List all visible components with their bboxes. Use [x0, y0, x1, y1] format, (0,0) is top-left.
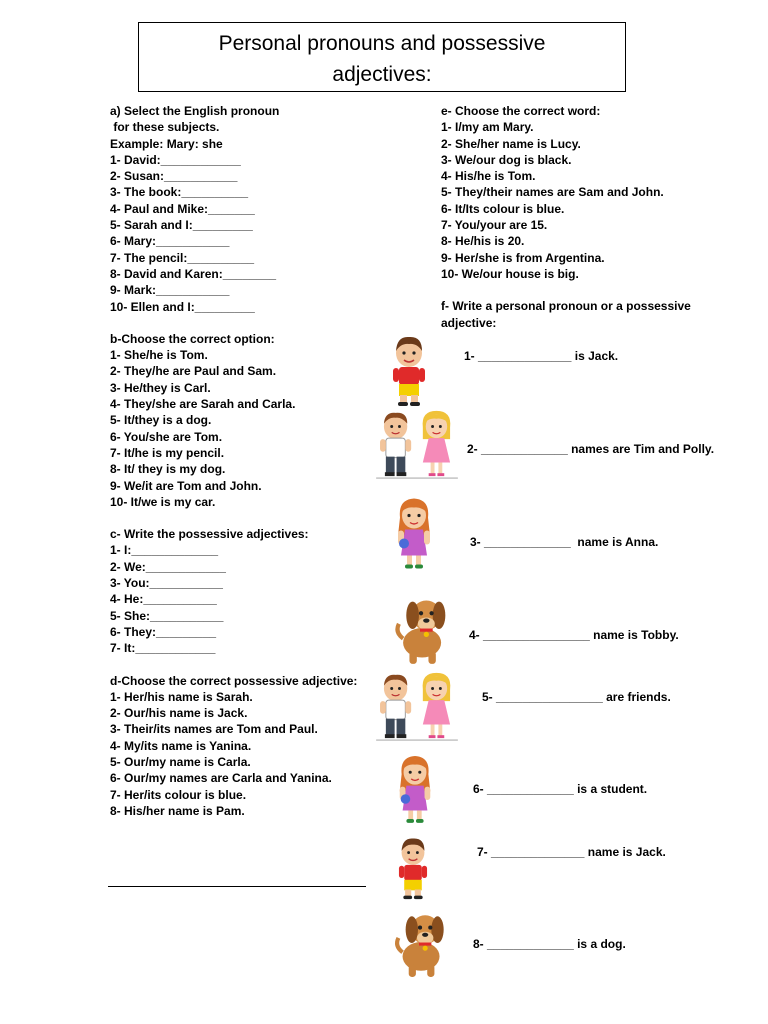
- list-item: 5- It/they is a dog.: [110, 413, 212, 428]
- list-item: 9- Mark:___________: [110, 283, 230, 298]
- section-b-heading: b-Choose the correct option:: [110, 331, 275, 346]
- list-item: 1- ______________ is Jack.: [464, 349, 619, 363]
- list-item: 2- They/he are Paul and Sam.: [110, 364, 277, 379]
- list-item: 4- His/he is Tom.: [441, 169, 536, 184]
- title-line-1: Personal pronouns and possessive: [218, 32, 546, 55]
- list-item: 2- Susan:___________: [110, 169, 238, 184]
- girl-picture: [394, 750, 436, 827]
- list-item: 6- _____________ is a student.: [473, 782, 648, 796]
- section-a-heading: a) Select the English pronoun: [110, 104, 280, 118]
- list-item: 3- You:___________: [110, 576, 223, 591]
- list-item: 5- Sarah and I:_________: [110, 218, 253, 233]
- list-item: 10- We/our house is big.: [441, 266, 579, 281]
- list-item: 5- They/their names are Sam and John.: [441, 185, 664, 200]
- list-item: 7- It:____________: [110, 641, 216, 656]
- list-item: 4- ________________ name is Tobby.: [469, 628, 679, 642]
- list-item: 4- He:___________: [110, 592, 217, 607]
- list-item: 1- I:_____________: [110, 543, 219, 558]
- boy-and-girl-picture: [374, 670, 460, 742]
- section-a-example: Example: Mary: she: [110, 136, 223, 151]
- list-item: 1- David:____________: [110, 152, 241, 167]
- list-item: 5- Our/my name is Carla.: [110, 754, 251, 769]
- page-title: [138, 22, 626, 92]
- section-e-heading: e- Choose the correct word:: [441, 104, 601, 118]
- list-item: 8- _____________ is a dog.: [473, 937, 626, 951]
- list-item: 7- It/he is my pencil.: [110, 445, 225, 460]
- list-item: 8- His/her name is Pam.: [110, 803, 245, 818]
- section-c-heading: c- Write the possessive adjectives:: [110, 527, 309, 542]
- list-item: 7- ______________ name is Jack.: [477, 845, 666, 859]
- list-item: 7- You/your are 15.: [441, 218, 548, 233]
- list-item: 3- _____________ name is Anna.: [470, 535, 659, 549]
- list-item: 10- It/we is my car.: [110, 494, 216, 509]
- list-item: 2- We:____________: [110, 559, 226, 574]
- list-item: 6- They:_________: [110, 624, 217, 639]
- list-item: 6- You/she are Tom.: [110, 429, 223, 444]
- list-item: 9- Her/she is from Argentina.: [441, 250, 605, 265]
- section-d-heading: d-Choose the correct possessive adjective:: [110, 673, 358, 688]
- list-item: 4- My/its name is Yanina.: [110, 738, 252, 753]
- boy-picture: [387, 333, 431, 407]
- list-item: 8- David and Karen:________: [110, 266, 277, 281]
- list-item: 10- Ellen and I:_________: [110, 299, 255, 314]
- list-item: 5- She:___________: [110, 608, 224, 623]
- list-item: 9- We/it are Tom and John.: [110, 478, 262, 493]
- list-item: 1- She/he is Tom.: [110, 348, 208, 363]
- list-item: 2- She/her name is Lucy.: [441, 136, 581, 151]
- list-item: 3- We/our dog is black.: [441, 152, 572, 167]
- list-item: 6- Mary:___________: [110, 234, 230, 249]
- left-column: [110, 103, 357, 819]
- list-item: 2- _____________ names are Tim and Polly.: [467, 442, 715, 456]
- dog-picture: [390, 905, 448, 979]
- list-item: 1- I/my am Mary.: [441, 120, 534, 135]
- list-item: 2- Our/his name is Jack.: [110, 706, 248, 721]
- list-item: 4- They/she are Sarah and Carla.: [110, 397, 296, 412]
- right-column-e: [441, 103, 691, 331]
- list-item: 3- He/they is Carl.: [110, 380, 211, 395]
- list-item: 7- Her/its colour is blue.: [110, 787, 247, 802]
- list-item: 3- The book:__________: [110, 185, 249, 200]
- list-item: 6- Our/my names are Carla and Yanina.: [110, 771, 332, 786]
- girl-picture: [392, 494, 436, 571]
- title-line-2: adjectives:: [332, 63, 432, 86]
- dog-picture: [390, 590, 450, 666]
- list-item: 4- Paul and Mike:_______: [110, 201, 255, 216]
- boy-and-girl-picture: [374, 408, 460, 480]
- signature-line: [108, 886, 366, 887]
- list-item: 5- ________________ are friends.: [482, 690, 671, 704]
- list-item: 6- It/Its colour is blue.: [441, 201, 565, 216]
- list-item: 8- It/ they is my dog.: [110, 462, 226, 477]
- boy-picture: [392, 835, 434, 900]
- list-item: 1- Her/his name is Sarah.: [110, 689, 253, 704]
- list-item: 3- Their/its names are Tom and Paul.: [110, 722, 318, 737]
- section-f-heading-2: adjective:: [441, 315, 497, 330]
- list-item: 8- He/his is 20.: [441, 234, 525, 249]
- section-f-heading: f- Write a personal pronoun or a possessive: [441, 299, 691, 314]
- section-a-heading-2: for these subjects.: [110, 120, 220, 135]
- list-item: 7- The pencil:__________: [110, 250, 255, 265]
